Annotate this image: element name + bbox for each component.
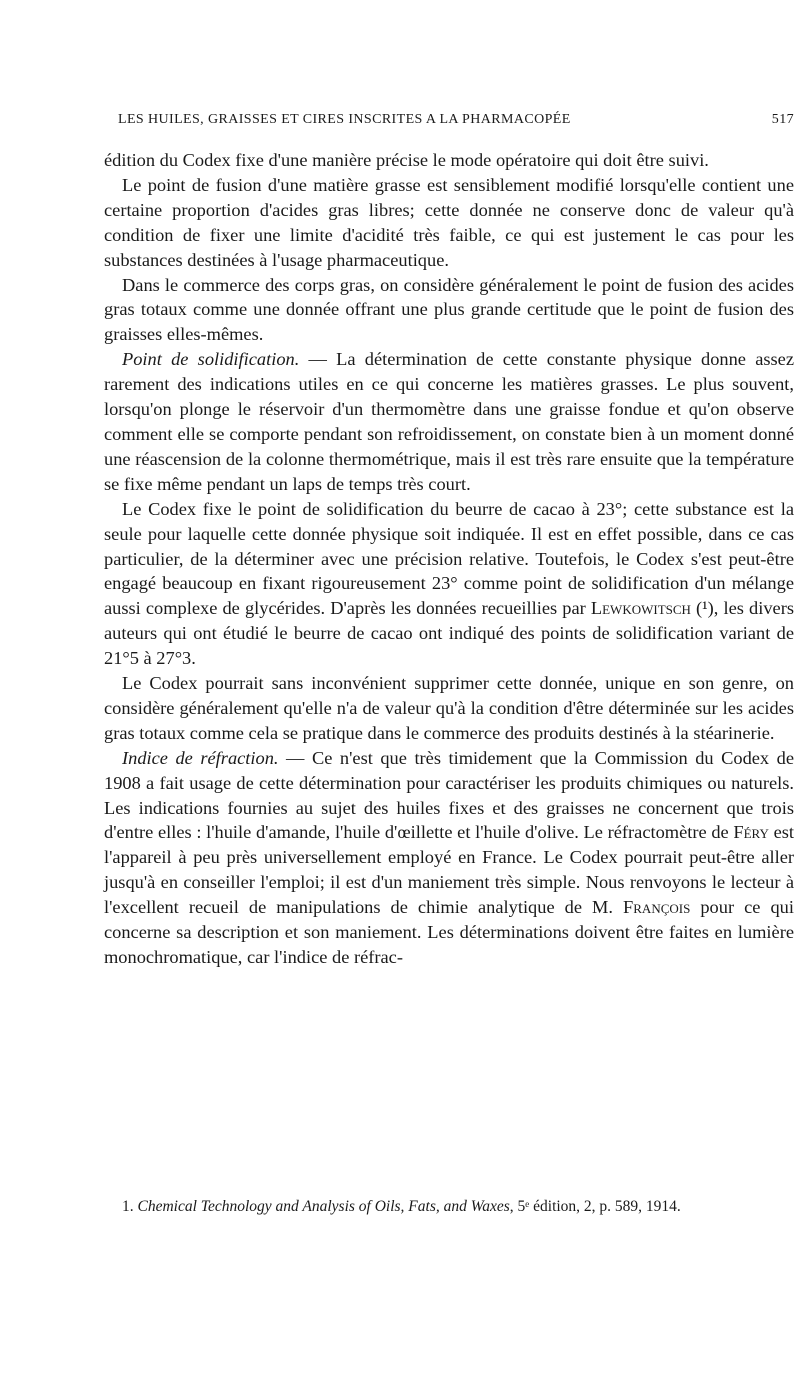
paragraph-refraction-index [104,746,794,970]
paragraph-text: édition du Codex fixe d'une manière précise le mode opératoire qui doit être suivi. [104,150,709,170]
paragraph-codex-suggestion [104,671,794,746]
footnotes [104,1196,794,1218]
body-text [104,148,794,970]
paragraph-text: est l'appareil à peu près universellement employé en France. Le Codex pourrait peut-être aller jusqu'à en conseiller l'emploi; il est d'un maniement très simple. Nous renvoyons le lecteur à l'excellent recueil de manipulations de chimie analytique de M. [104,822,794,918]
paragraph-fatty-acids [104,273,794,348]
paragraph-continuation [104,148,794,173]
footnote-citation: , 5ᵉ édition, 2, p. 589, 1914. [509,1198,681,1215]
paragraph-melting-point [104,173,794,273]
page-number: 517 [771,112,794,127]
section-heading-solidification: Point de solidification. [122,349,300,370]
paragraph-text: — Ce n'est que très timidement que la Commission du Codex de 1908 a fait usage de cette détermination pour caractériser les produits chimiques ou naturels. Les indications fournies au sujet des huiles fixes et des graisses ne concernent que trois d'entre elles : l'huile d'amande, l'huile d'œillette et l'huile d'olive. Le réfractomètre de [104,747,795,843]
author-name-fery: Féry [733,822,769,843]
running-header [118,112,794,134]
paragraph-text: — La détermination de cette constante physique donne assez rarement des indications utiles en ce qui concerne les matières grasses. Le plus souvent, lorsqu'on plonge le réservoir d'un thermomètre dans une graisse fondue et qu'on observe comment elle se comporte pendant son refroidissement, on constate bien à un moment donné une réascension de la colonne thermométrique, mais il est très rare ensuite que la température se fixe même pendant un laps de temps très court. [104,349,794,494]
paragraph-text: Dans le commerce des corps gras, on considère généralement le point de fusion des acides gras totaux comme une donnée offrant une plus grande certitude que le point de fusion des graisses elles-mêmes. [104,274,794,345]
paragraph-text: pour ce qui concerne sa description et son maniement. Les déterminations doivent être faites en lumière monochromatique, car l'indice de réfrac- [104,897,794,967]
paragraph-text: Le point de fusion d'une matière grasse est sensiblement modifié lorsqu'elle contient une certaine proportion d'acides gras libres; cette donnée ne conserve donc de valeur qu'à condition de fixer une limite d'acidité très faible, ce qui est justement le cas pour les substances destinées à l'usage pharmaceutique. [104,174,794,270]
running-title: LES HUILES, GRAISSES ET CIRES INSCRITES A LA PHARMACOPÉE [118,112,571,127]
footnote-1 [104,1196,794,1218]
author-name-francois: François [623,897,691,918]
author-name-lewkowitsch: Lewkowitsch [590,598,691,619]
footnote-marker: 1. [122,1198,134,1215]
paragraph-text: Le Codex pourrait sans inconvénient supprimer cette donnée, unique en son genre, on considère généralement qu'elle n'a de valeur qu'à la condition d'être déterminée sur les acides gras totaux comme cela se pratique dans le commerce des produits destinés à la stéarinerie. [104,673,794,743]
section-heading-refraction: Indice de réfraction. [122,747,279,768]
paragraph-text: Le Codex fixe le point de solidification du beurre de cacao à 23°; cette substance est la seule pour laquelle cette donnée physique soit indiquée. Il est en effet possible, dans ce cas particulier, de la déterminer avec une précision relative. Toutefois, le Codex s'est peut-être engagé beaucoup en fixant rigoureusement 23° comme point de solidification d'un mélange aussi complexe de glycérides. D'après les données recueillies par [104,498,794,619]
footnote-book-title: Chemical Technology and Analysis of Oils, Fats, and Waxes [137,1198,510,1215]
paragraph-solidification-point [104,347,794,496]
paragraph-cocoa-butter [104,497,794,671]
paragraph-text: (¹), les divers auteurs qui ont étudié le beurre de cacao ont indiqué des points de solidification variant de 21°5 à 27°3. [104,598,794,669]
